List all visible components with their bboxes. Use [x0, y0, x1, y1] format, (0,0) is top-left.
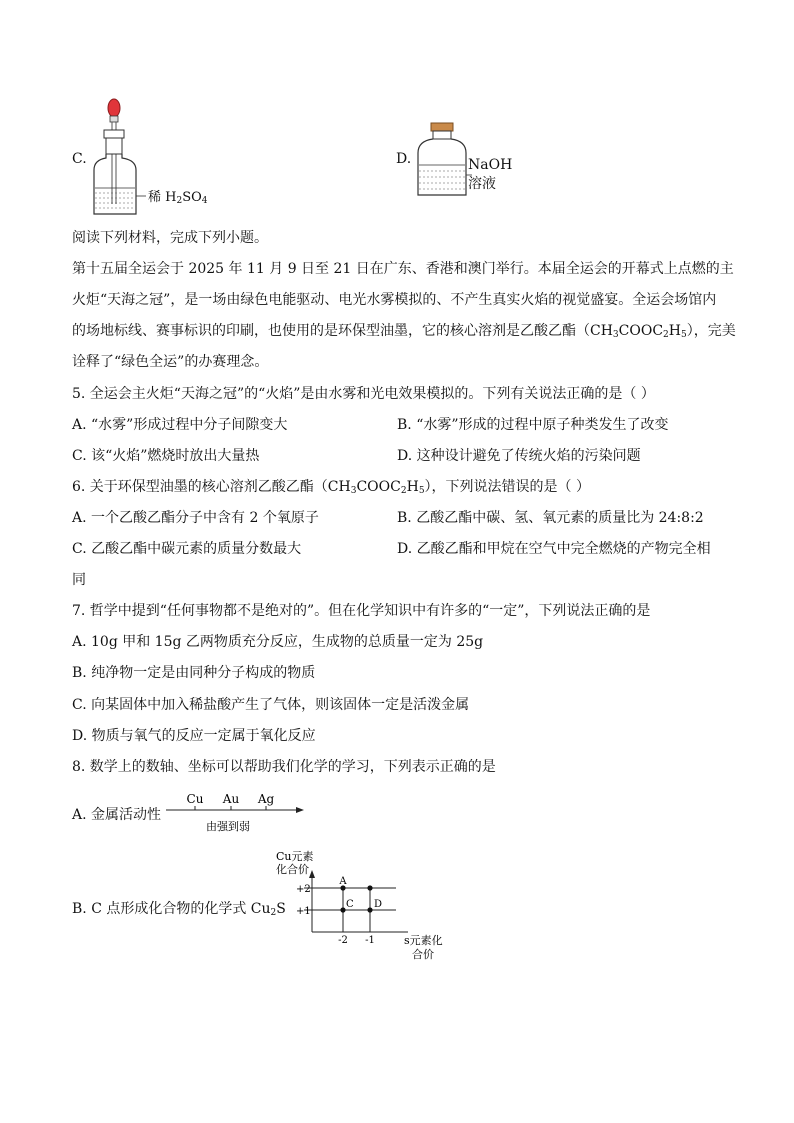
x-axis-label-1: s元素化 [404, 934, 443, 947]
y-axis-label-1: Cu元素 [276, 850, 314, 863]
valence-coordinate-diagram [268, 848, 458, 963]
y-axis-arrow-icon [309, 870, 315, 878]
q7-option-b: B. 纯净物一定是由同种分子构成的物质 [72, 665, 316, 681]
y-tick-plus-2: +2 [296, 884, 311, 895]
point-c [340, 907, 345, 912]
option-c-label: C. [72, 151, 87, 167]
q6-option-b: B. 乙酸乙酯中碳、氢、氧元素的质量比为 24:8:2 [397, 510, 704, 526]
d-label-1: NaOH [468, 157, 513, 173]
q5-stem: 5. 全运会主火炬“天海之冠”的“火焰”是由水雾和光电效果模拟的。下列有关说法正确的是（ ） [72, 386, 655, 402]
point-label-d: D [374, 899, 383, 910]
intro-text: 阅读下列材料，完成下列小题。 [72, 230, 268, 246]
x-tick-minus-2: -2 [338, 935, 348, 946]
number-line-caption: 由强到弱 [206, 820, 250, 833]
q8-option-a-label: A. 金属活动性 [72, 807, 162, 823]
point-label-a: A [339, 876, 347, 887]
q6-option-c: C. 乙酸乙酯中碳元素的质量分数最大 [72, 541, 302, 557]
q7-stem: 7. 哲学中提到“任何事物都不是绝对的”。但在化学知识中有许多的“一定”，下列说法正确的是 [72, 603, 651, 619]
q5-option-b: B. “水雾”形成的过程中原子种类发生了改变 [397, 417, 669, 433]
activity-number-line [160, 788, 310, 836]
q8-option-b-label: B. C 点形成化合物的化学式 $Cu_2S$ [72, 901, 286, 918]
passage-line-1: 第十五届全运会于 2025 年 11 月 9 日至 21 日在广东、香港和澳门举行。本届全运会的开幕式上点燃的主 [72, 261, 734, 277]
point-d [367, 907, 372, 912]
option-d-label: D. [396, 151, 412, 167]
y-axis-label-2: 化合价 [276, 863, 309, 876]
q6-option-a: A. 一个乙酸乙酯分子中含有 2 个氧原子 [72, 510, 319, 526]
tick-label-au: Au [222, 792, 240, 806]
point-unlabeled [367, 885, 372, 890]
q7-option-c: C. 向某固体中加入稀盐酸产生了气体，则该固体一定是活泼金属 [72, 697, 470, 713]
passage-line-4: 诠释了“绿色全运”的办赛理念。 [72, 354, 269, 370]
tick-label-cu: Cu [186, 792, 204, 806]
tick-label-ag: Ag [257, 792, 275, 806]
x-tick-minus-1: -1 [365, 935, 375, 946]
q7-option-d: D. 物质与氧气的反应一定属于氧化反应 [72, 728, 316, 744]
y-tick-plus-1: +1 [296, 906, 311, 917]
x-axis-label-2: 合价 [412, 948, 434, 961]
q5-option-d: D. 这种设计避免了传统火焰的污染问题 [397, 448, 641, 464]
q6-option-d-continued: 同 [72, 572, 86, 588]
q5-option-c: C. 该“火焰”燃烧时放出大量热 [72, 448, 260, 464]
q7-option-a: A. 10g 甲和 15g 乙两物质充分反应，生成物的总质量一定为 25g [72, 634, 484, 650]
passage-line-2: 火炬“天海之冠”，是一场由绿色电能驱动、电光水雾模拟的、不产生真实火焰的视觉盛宴。全运会场馆内 [72, 292, 717, 308]
d-label-2: 溶液 [468, 176, 496, 192]
q6-stem: 6. 关于环保型油墨的核心溶剂乙酸乙酯$(CH_3COOC_2H_5)$，下列说法错误的是（ ） [72, 479, 590, 496]
q8-stem: 8. 数学上的数轴、坐标可以帮助我们化学的学习，下列表示正确的是 [72, 759, 496, 775]
number-line-arrow-icon [296, 807, 304, 813]
q5-option-a: A. “水雾”形成过程中分子间隙变大 [72, 417, 288, 433]
q6-option-d: D. 乙酸乙酯和甲烷在空气中完全燃烧的产物完全相 [397, 541, 711, 557]
c-label: 稀 $H_2SO_4$ [148, 190, 208, 206]
reagent-bottle-icon [412, 121, 472, 201]
passage-line-3: 的场地标线、赛事标识的印刷，也使用的是环保型油墨，它的核心溶剂是乙酸乙酯$(CH_3COOC_2H_5)$，完美 [72, 323, 736, 340]
point-label-c: C [346, 899, 354, 910]
